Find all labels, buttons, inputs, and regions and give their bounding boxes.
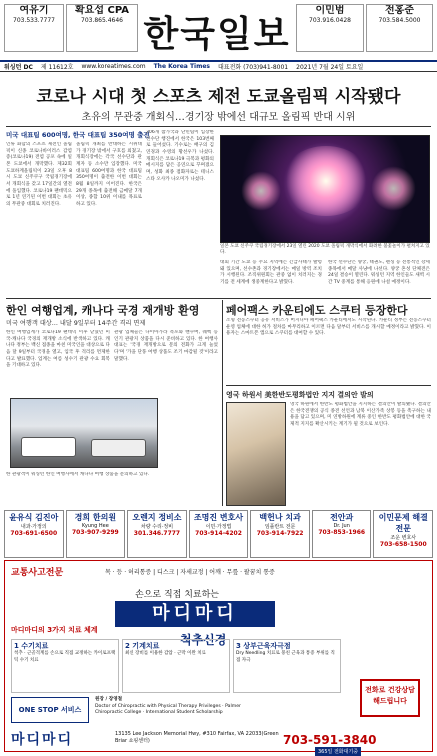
olympic-fireworks-photo: [220, 135, 430, 243]
directory-ad[interactable]: 전안과 Dr. Jun 703-853-1966: [312, 510, 372, 558]
directory-ad[interactable]: 오렌지 정비소 차량 수리·정비 301.346.7777: [127, 510, 187, 558]
lead-column-5: 한국 선수단은 양궁, 태권도, 펜싱 등 전통적인 강세 종목에서 메달 사냥에 나선다. 양궁 혼성 단체전은 24일 결승이 열린다. 워싱턴 지역 한인들도 새벽 시간 TV 중계를 통해 응원에 나설 예정이다.: [328, 260, 430, 285]
site-url[interactable]: www.koreatimes.com: [81, 63, 146, 70]
ad-logo: 마디마디: [11, 732, 74, 748]
edition-label: 워싱턴 DC: [4, 64, 33, 71]
divider: [222, 300, 223, 506]
newspaper-logo: 한국일보: [143, 13, 291, 55]
main-phone: 대표전화 (703)941-8001: [218, 64, 289, 71]
ad-phone[interactable]: 703-591-3840: [283, 733, 377, 747]
chiropractic-advertisement[interactable]: [4, 560, 433, 755]
masthead-ad-left-1[interactable]: [4, 4, 64, 52]
story2-subhead: 미국 여행객 대상… 내달 9일부터 14주간 격리 면제: [6, 320, 146, 327]
ad-tagline: 손으로 직접 치료하는: [135, 590, 219, 600]
photo-caption: 일본 도쿄 신주쿠 국립경기장에서 23일 열린 2020 도쿄 올림픽 개막식에서 화려한 불꽃놀이가 펼쳐지고 있다.: [220, 244, 430, 256]
story2-caption: 한 관광객이 워싱턴 한인 여행사에서 캐나다 여행 상품을 문의하고 있다.: [6, 472, 150, 477]
ad-doctor-name: 원장 / 장영철: [95, 697, 123, 702]
masthead-ad-name: 전홍준: [385, 5, 414, 16]
ad-clinic-subname: 척추신경: [180, 633, 227, 647]
directory-ads-row: [4, 510, 433, 558]
divider: [226, 385, 431, 386]
story3-body: 소형 전동스쿠터 공유 서비스가 버지니아 페어팩스 카운티에서도 시작된다. 카운티 정부는 전동스쿠터 운영 업체에 대한 허가 절차를 마무리하고 이르면 다음 달부터 서비스를 개시할 예정이라고 밝혔다. 이용자는 스마트폰 앱으로 스쿠터를 대여할 수 있다.: [226, 318, 431, 337]
ad-address: 13135 Lee Jackson Memorial Hwy, #310 Fairfax, VA 22033(Green Briar 쇼핑센터): [115, 731, 279, 744]
lead-column-3: 206개 참가국과 난민팀이 입장한 선수단 행진에서 한국은 103번째로 들어섰다. 기수로는 배구의 김연경과 수영의 황선우가 나섰다. 개회식은 코로나19 극복과 평화의 메시지를 담은 공연으로 꾸며졌으며, 성화 최종 점화자로는 테니스 스타 오사카 나오미가 나섰다.: [146, 130, 214, 182]
masthead-ad-name: 여유기: [19, 5, 49, 16]
masthead-ad-name: 이민범: [315, 5, 345, 16]
ad-feature-title: 마디마디의 3가지 치료 체계: [11, 626, 98, 634]
masthead-ad-line: 703.916.0428: [309, 17, 351, 24]
ad-doctor-info: [95, 697, 255, 717]
ad-clinic-name: 마디마디: [115, 601, 275, 627]
ad-credentials: Doctor of Chiropractic with Physical Therapy Privileges · Palmer Chiropractic College · International Student Scholarship: [95, 703, 241, 716]
issue-number: 제 11612호: [40, 64, 74, 71]
story4-body: 영국 하원에서 한반도 평화법안을 지지하는 결의안이 발의됐다. 결의안은 한국전쟁의 공식 종전 선언과 남북 이산가족 상봉 등을 촉구하는 내용을 담고 있으며, 미 연방하원에 계류 중인 한반도 평화법안에 대한 국제적 지지를 확산시키는 계기가 될 것으로 보인다.: [290, 402, 431, 427]
directory-ad[interactable]: 윤유식 김진아 내과·가정의 703-691-6500: [4, 510, 64, 558]
ad-treatment-boxes: [11, 639, 341, 693]
masthead-ad-line: 703.865.4646: [81, 17, 123, 24]
ad-service-badge: 365일 전화대기중: [315, 747, 361, 756]
directory-ad[interactable]: 백헌나 치과 임플란트 전문 703-914-7922: [250, 510, 310, 558]
lead-column-1: 인류 화합의 스포츠 제전인 올림픽이 신종 코로나바이러스 감염증(코로나19) 전염 공포 속에 일본 도쿄에서 개막했다. 제32회 도쿄하계올림픽이 23일 오후 8시 도쿄 신주쿠구 국립경기장에서 개회식을 갖고 17일간의 열전에 돌입했다. 코로나19 팬데믹으로 1년 연기된 이번 대회는 초유의 무관중 대회로 치러진다.: [6, 142, 72, 207]
masthead-ad-line: 703.533.7777: [13, 17, 55, 24]
story4-photo: [226, 402, 286, 506]
lead-column-4: 대회 기간 도쿄 등 주요 지역에는 긴급사태가 발령돼 있으며, 선수촌과 경기장에서는 매일 방역 조치가 시행된다. 조직위원회는 관중 없이 치러지는 경기를 전 세계에 생중계한다고 밝혔다.: [220, 260, 322, 285]
directory-ad[interactable]: 이민문제 해결전문 조운 변호사 703-658-1500: [373, 510, 433, 558]
phone-consult-box[interactable]: 전화로 건강상담 해드립니다: [360, 679, 420, 717]
brand-name: The Korea Times: [153, 63, 210, 70]
story4-headline[interactable]: 영국 하원서 美한반도평화법안 지지 결의안 발의: [226, 391, 374, 399]
story2-headline[interactable]: 한인 여행업계, 캐나다 국경 재개방 환영: [6, 304, 200, 317]
masthead-ad-line: 703.584.5000: [378, 17, 421, 24]
masthead: [0, 0, 437, 60]
ad-treatment-box: 3 상부근육자극점 Dry Needling 치료로 뭉친 근육과 통증 부위를 직접 자극: [233, 639, 341, 693]
story2-body-2: 관광 업체들은 나이아가라 폭포와 밴쿠버, 퀘벡 등 인기 관광지 상품을 다시 준비하고 있다. 한 여행사 대표는 '국경 재개방으로 문의 전화가 크게 늘었다'며 '가을 단풍 여행 상품도 조기 마감될 것'이라고 말했다.: [114, 330, 218, 362]
ad-treatment-list: 목 · 등 · 허리통증 | 디스크 | 자세교정 | 어깨 · 무릎 · 팔꿈치 통증: [105, 569, 275, 576]
directory-ad[interactable]: 조명진 변호사 이민·가정법 703-914-4202: [189, 510, 249, 558]
masthead-ad-name: 확요섭 CPA: [75, 5, 129, 16]
divider: [6, 126, 431, 127]
divider: [6, 298, 431, 299]
ad-category: 교통사고전문: [11, 568, 64, 578]
ad-treatment-box: 2 기계치료 최신 장비를 이용한 감압 · 근막 이완 치료: [122, 639, 230, 693]
dateline-bar: [0, 60, 437, 72]
story3-headline[interactable]: 페어팩스 카운티에도 스쿠터 등장한다: [226, 304, 408, 317]
lead-kicker: 미국 대표팀 600여명, 한국 대표팀 350여명 출전: [6, 131, 150, 139]
masthead-ad-right-1[interactable]: [296, 4, 364, 52]
masthead-ad-left-2[interactable]: [66, 4, 138, 52]
story2-body: 한인 여행업계가 코로나19 팬데믹 이후 닫혔던 미국-캐나다 국경의 재개방 소식에 반색하고 있다. 캐나다 정부는 백신 접종을 마친 미국인을 대상으로 다음 달 9일부터 국경을 열고, 입국 후 격리를 면제한다고 발표했다. 업계는 여름 성수기 관광 수요 회복을 기대하고 있다.: [6, 330, 110, 369]
issue-date: 2021년 7월 24일 토요일: [296, 64, 364, 71]
directory-ad[interactable]: 경희 한의원 Kyung Hee 703-907-9299: [66, 510, 126, 558]
ad-treatment-box: 1 수기치료 척추 · 근골격계를 손으로 직접 교정하는 카이로프랙틱 수기 치료: [11, 639, 119, 693]
travel-agency-photo: [10, 398, 158, 468]
one-stop-badge: ONE STOP 서비스: [11, 697, 89, 723]
lead-column-2: 올림픽 개최를 반대하는 시위대가 경기장 밖에서 구호를 외쳤고, 개회식장에는 각국 선수단과 관계자 등 소수만 입장했다. 미국 대표팀 600여명과 한국 대표팀 350여명이 출전한 이번 대회는 8월 8일까지 이어진다. 한국은 29개 종목에 출전해 금메달 7개 이상, 종합 10위 이내를 목표로 하고 있다.: [76, 142, 142, 207]
lead-headline[interactable]: 코로나 시대 첫 스포츠 제전 도쿄올림픽 시작됐다: [36, 87, 401, 107]
masthead-ad-right-2[interactable]: [366, 4, 433, 52]
lead-subhead: 초유의 무관중 개회식…경기장 밖에선 대규모 올림픽 반대 시위: [81, 112, 356, 123]
